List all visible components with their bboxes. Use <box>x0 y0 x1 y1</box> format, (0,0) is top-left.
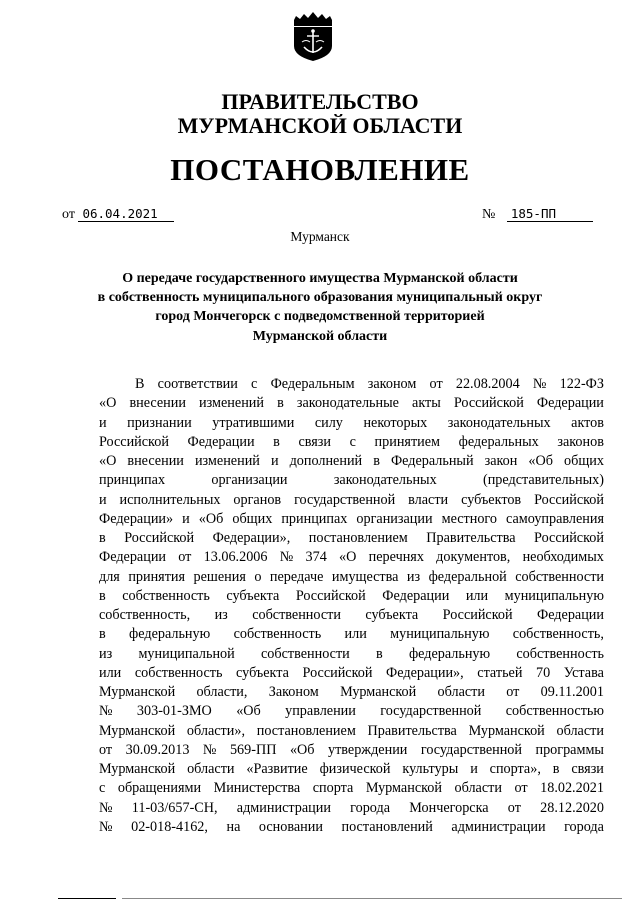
document-date <box>62 206 174 223</box>
body-word: 30.09.2013 <box>125 741 190 758</box>
body-word: собственности <box>252 607 341 623</box>
body-word: исполнительных <box>119 491 221 508</box>
body-word: в <box>552 761 560 777</box>
body-word: для <box>99 568 120 585</box>
body-word: федеральных <box>458 433 539 450</box>
body-word: Российской <box>124 530 195 546</box>
body-line <box>99 471 604 490</box>
body-word: области, <box>196 684 248 700</box>
document-number <box>482 206 593 223</box>
body-word: законодательных <box>333 472 437 489</box>
body-word: органов <box>233 491 282 508</box>
body-word: общих <box>564 453 604 469</box>
body-word: документов, <box>436 549 511 566</box>
body-word: города <box>564 818 604 835</box>
body-word: законодательные <box>296 395 399 412</box>
body-word: Мурманской <box>99 722 176 739</box>
body-line <box>99 645 604 664</box>
body-word: субъектов <box>461 491 522 508</box>
body-word: собственность, <box>512 626 604 643</box>
body-word: силу <box>314 414 343 431</box>
body-word: Российской <box>295 587 366 604</box>
body-line <box>99 414 604 433</box>
body-word: 374 <box>305 549 327 566</box>
body-word: из <box>214 607 228 623</box>
body-word: Российской <box>534 491 604 508</box>
body-word: Министерства <box>213 780 301 797</box>
body-word: от <box>178 549 192 566</box>
body-line <box>99 779 604 798</box>
body-word: Мурманской <box>99 761 176 777</box>
body-line <box>99 741 604 760</box>
body-word: Федеральный <box>390 453 474 469</box>
body-word: организации <box>211 472 288 489</box>
body-word: в <box>376 645 383 662</box>
body-word: федеральную <box>129 626 211 643</box>
body-word: собственность <box>233 626 322 643</box>
body-word: «Об <box>236 703 261 720</box>
body-word: Федерации», <box>212 530 291 546</box>
body-word: В <box>135 376 145 392</box>
body-line <box>99 683 604 702</box>
body-word: № <box>99 703 113 720</box>
date-value: 06.04.2021 <box>78 206 174 222</box>
body-word: государственной <box>380 703 482 720</box>
body-word: Федерации», <box>386 664 464 681</box>
title-line: город Мончегорск с подведомственной территорией <box>155 309 485 325</box>
title-line: Мурманской области <box>252 328 388 344</box>
body-word: «Об <box>198 510 224 527</box>
body-line <box>99 664 604 683</box>
body-word: «О <box>339 549 357 566</box>
body-word: общих <box>232 510 273 527</box>
body-line <box>99 587 604 606</box>
body-line <box>99 394 604 413</box>
body-line <box>99 760 604 779</box>
body-word: от <box>506 684 520 700</box>
body-word: субъекта <box>365 607 419 623</box>
body-line <box>99 491 604 510</box>
body-word: основании <box>258 818 323 835</box>
body-word: принятия <box>128 568 186 585</box>
body-word: законодательных <box>447 414 551 431</box>
body-word: и <box>182 510 190 527</box>
body-word: собственности <box>515 568 604 585</box>
body-word: передаче <box>269 568 324 585</box>
body-word: 18.02.2021 <box>540 780 604 797</box>
body-word: утратившими <box>212 414 295 431</box>
body-word: обращениями <box>117 780 202 797</box>
title-line: в собственность муниципального образования муниципальный округ <box>97 290 543 306</box>
body-word: № <box>532 376 547 392</box>
body-word: 122-ФЗ <box>559 376 604 392</box>
body-line <box>99 818 604 837</box>
body-word: внесении <box>127 453 184 469</box>
body-word: в <box>273 433 280 450</box>
body-line <box>99 625 604 644</box>
body-word: или <box>465 587 489 604</box>
organization-name-line2: МУРМАНСКОЙ ОБЛАСТИ <box>177 113 463 138</box>
body-word: в <box>99 626 106 643</box>
body-word: постановлением <box>308 530 408 546</box>
body-word: 02-018-4162, <box>131 818 208 835</box>
body-word: Федерации <box>536 395 604 412</box>
body-word: области <box>556 722 604 739</box>
body-word: Устава <box>563 664 604 681</box>
body-word: Мурманской <box>99 684 176 700</box>
body-word: с <box>251 376 258 392</box>
body-word: 13.06.2006 <box>203 549 268 566</box>
body-word: статьей <box>477 664 523 681</box>
body-word: в <box>373 453 380 469</box>
body-word: Российской <box>534 530 604 546</box>
body-word: собственность <box>516 645 604 662</box>
document-type: ПОСТАНОВЛЕНИЕ <box>170 152 470 187</box>
body-word: № <box>202 741 217 758</box>
body-word: принятием <box>374 433 441 450</box>
document-body <box>99 375 604 837</box>
date-prefix: от <box>62 207 75 222</box>
body-word: акты <box>412 395 441 412</box>
body-word: 09.11.2001 <box>540 684 604 700</box>
body-word: собственности <box>261 645 350 662</box>
body-word: муниципальной <box>138 645 235 662</box>
body-word: с <box>99 780 106 797</box>
body-word: № <box>99 799 113 816</box>
body-word: Правительства <box>426 530 516 546</box>
body-word: области», <box>186 722 245 739</box>
body-line <box>99 529 604 548</box>
city: Мурманск <box>290 229 350 244</box>
body-word: перечнях <box>368 549 424 566</box>
body-word: Мончегорска <box>409 799 489 816</box>
body-word: постановлением <box>256 722 356 739</box>
number-value: 185-ПП <box>507 206 593 222</box>
body-line <box>99 722 604 741</box>
body-word: с <box>349 433 356 450</box>
body-line <box>99 452 604 471</box>
body-word: управлении <box>285 703 356 720</box>
footer-rule <box>58 898 116 899</box>
body-word: 22.08.2004 <box>455 376 520 392</box>
body-word: принципах <box>281 510 348 527</box>
body-word: собственность, <box>99 607 191 623</box>
body-word: и <box>99 414 107 431</box>
body-line <box>99 568 604 587</box>
body-word: изменений <box>194 453 260 469</box>
body-word: или <box>99 664 122 681</box>
body-word: «Об <box>289 741 315 758</box>
body-line <box>99 606 604 625</box>
body-word: «О <box>99 453 117 469</box>
body-word: № <box>279 549 294 566</box>
body-word: администрации <box>451 818 546 835</box>
body-word: собственность <box>134 664 223 681</box>
document-title <box>80 269 560 346</box>
number-prefix: № <box>482 207 496 222</box>
body-word: государственной <box>294 491 396 508</box>
body-word: принципах <box>99 472 166 489</box>
body-word: от <box>429 376 443 392</box>
body-word: федеральную <box>408 645 491 662</box>
body-word: некоторых <box>363 414 428 431</box>
body-word: № <box>99 818 113 835</box>
body-word: в <box>99 530 106 546</box>
body-word: 569-ПП <box>229 741 277 758</box>
body-word: из <box>406 568 421 585</box>
body-word: в <box>99 587 106 604</box>
body-word: соответствии <box>157 376 238 392</box>
body-word: самоуправления <box>506 510 604 527</box>
footer-rule-right <box>122 898 622 899</box>
body-word: спорта <box>312 780 354 797</box>
body-word: из <box>99 645 113 662</box>
body-line <box>99 548 604 567</box>
body-word: утверждении <box>327 741 408 758</box>
body-line <box>99 510 604 529</box>
body-line <box>99 799 604 818</box>
body-word: Мурманской <box>340 684 417 700</box>
body-word: закон <box>484 453 518 469</box>
body-word: области <box>454 780 502 797</box>
body-word: Федерации <box>382 587 450 604</box>
body-word: признании <box>127 414 192 431</box>
body-word: спорта», <box>489 761 541 777</box>
body-word: от <box>99 741 113 758</box>
body-word: Российской <box>442 607 513 623</box>
body-word: Федерации <box>187 433 255 450</box>
body-word: имущества <box>331 568 399 585</box>
body-word: «Развитие <box>246 761 308 777</box>
body-word: или <box>344 626 367 643</box>
body-word: Российской <box>99 433 169 450</box>
body-word: субъекта <box>236 664 289 681</box>
body-word: постановлений <box>341 818 433 835</box>
body-word: области <box>187 761 235 777</box>
body-line <box>99 433 604 452</box>
body-word: Российской <box>302 664 373 681</box>
body-word: от <box>507 799 521 816</box>
title-line: О передаче государственного имущества Мурманской области <box>122 271 518 286</box>
body-word: о <box>254 568 262 585</box>
body-word: области <box>437 684 485 700</box>
body-word: и <box>99 491 107 508</box>
body-word: местного <box>441 510 497 527</box>
body-word: решения <box>193 568 246 585</box>
body-word: Федеральным <box>270 376 355 392</box>
body-word: Российской <box>453 395 524 412</box>
body-word: Правительства <box>367 722 457 739</box>
body-word: 303-01-ЗМО <box>136 703 212 720</box>
body-word: города <box>350 799 391 816</box>
body-word: администрации <box>236 799 331 816</box>
body-word: 28.12.2020 <box>540 799 604 816</box>
body-word: федеральной <box>428 568 507 585</box>
body-word: «О <box>99 395 117 412</box>
body-word: культуры <box>402 761 459 777</box>
body-line <box>99 375 604 394</box>
body-word: на <box>226 818 241 835</box>
body-word: актов <box>571 414 604 431</box>
body-word: законом <box>367 376 417 392</box>
body-word: субъекта <box>226 587 280 604</box>
body-word: изменений <box>199 395 264 412</box>
body-word: (представительных) <box>482 472 604 489</box>
body-word: связи <box>298 433 332 450</box>
body-word: Федерации <box>536 607 604 623</box>
body-word: муниципальную <box>504 587 604 604</box>
body-word: собственность <box>122 587 210 604</box>
body-word: государственной <box>420 741 522 758</box>
coat-of-arms-icon <box>290 6 336 62</box>
body-word: физической <box>319 761 391 777</box>
body-word: дополнений <box>289 453 363 469</box>
body-word: Федерации <box>99 549 167 566</box>
body-word: организации <box>356 510 433 527</box>
body-word: программы <box>535 741 604 758</box>
body-word: власти <box>408 491 449 508</box>
body-word: от <box>514 780 528 797</box>
body-word: и <box>470 761 478 777</box>
body-word: Мурманской <box>468 722 545 739</box>
body-word: внесении <box>129 395 186 412</box>
body-word: Законом <box>268 684 319 700</box>
body-word: и <box>270 453 279 469</box>
body-word: собственностью <box>505 703 604 720</box>
body-word: «Об <box>528 453 553 469</box>
body-word: муниципальную <box>390 626 490 643</box>
body-word: в <box>277 395 284 412</box>
body-word: необходимых <box>522 549 604 566</box>
body-word: 11-03/657-СН, <box>131 799 218 816</box>
body-word: законов <box>557 433 604 450</box>
body-word: Федерации» <box>99 510 174 527</box>
organization-name: ПРАВИТЕЛЬСТВО <box>221 89 419 114</box>
body-word: 70 <box>536 664 551 681</box>
body-line <box>99 702 604 721</box>
body-word: Мурманской <box>365 780 442 797</box>
body-word: связи <box>571 761 604 777</box>
